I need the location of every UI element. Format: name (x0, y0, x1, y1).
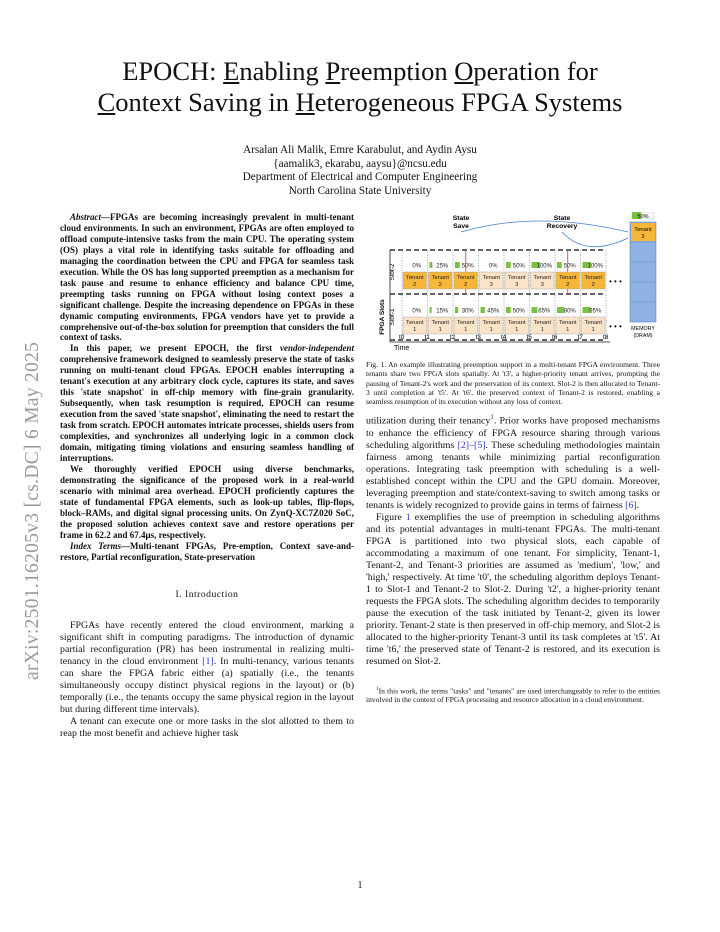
time-tick-label: t5 (526, 334, 532, 341)
slot2-tenant-word: Tenant (508, 275, 526, 281)
state-save-label-line1: State (452, 215, 470, 222)
title-line-2: Context Saving in Heterogeneous FPGA Systems (97, 87, 623, 117)
slot2-tenant-number: 3 (489, 282, 493, 288)
page-number: 1 (357, 880, 363, 891)
right-paragraph-2: Figure 1 exemplifies the use of preemption in scheduling algorithms and its potential advantages in multi-tenant FPGAs. The multi-tenant FPGA is partitioned into two physical slots, each capable of accommodating a maximum of one tenant. For simplicity, Tenant-1, Tenant-2, and Tenant-3 priorities are assumed as 'medium', 'low,' and 'high,' respectively. At time 't0', the scheduling algorithm deploys Tenant-1 to Slot-1 and Tenant-2 to Slot-2. During 't2', a higher-priority tenant requests the FPGA slots. The scheduling algorithm decides to temporarily pause the execution of the task initiated by Tenant-2, given its lower priority. Tenant-2 state is then preserved in off-chip memory, and Slot-2 is allocated to the higher-priority Tenant-3 until its task completes at 't5'. At time 't6,' the preserved state of Tenant-2 is restored, and its execution is resumed on Slot-2. (366, 511, 660, 668)
slot2-progress-label: 0% (412, 263, 422, 270)
slot1-progress-label: 0% (412, 308, 422, 315)
state-recovery-label-line1: State (553, 215, 571, 222)
slot2-tenant-word: Tenant (584, 275, 602, 281)
slot2-tenant-number: 2 (413, 282, 417, 288)
slot2-progress-label: 0% (488, 263, 498, 270)
figure-caption: Fig. 1. An example illustrating preemption support in a multi-tenant FPGA environment. Three tenants share two FPGA slots spatially. At 't3', a higher-priority tenant arrives, prompting the pausing of Tenant-2's work and the preservation of its context. Slot-2 is then allocated to Tenant-3 until completion at 't5'. At 't6', the preserved context of Tenant-2 is restored, enabling a seamless resumption of its execution without any loss of context. (366, 360, 660, 406)
slot1-progress-label: 15% (436, 308, 449, 315)
slot2-progress-bar (506, 262, 511, 268)
slot1-tenant-word: Tenant (533, 320, 551, 326)
slot1-tenant-word: Tenant (406, 320, 424, 326)
slot2-tenant-word: Tenant (482, 275, 500, 281)
slot1-tenant-word: Tenant (508, 320, 526, 326)
slot1-tenant-number: 1 (464, 327, 468, 333)
slot1-tenant-word: Tenant (457, 320, 475, 326)
time-tick-label: t1 (424, 334, 430, 341)
author-department: Department of Electrical and Computer Engineering (242, 171, 478, 184)
slot1-progress-bar (430, 307, 432, 313)
slot1-tenant-word: Tenant (431, 320, 449, 326)
intro-paragraph-2: A tenant can execute one or more tasks in the slot allotted to them to reap the most benefit and achieve higher task (60, 716, 354, 740)
slot2-progress-label: 25% (436, 263, 449, 270)
time-tick-label: t6 (552, 334, 558, 341)
slot1-progress-bar (532, 307, 538, 313)
slot2-tenant-word: Tenant (559, 275, 577, 281)
paper-title (60, 56, 660, 118)
slot1-ellipsis: • • • (609, 322, 622, 331)
slot1-progress-bar (506, 307, 511, 313)
right-column (366, 212, 660, 705)
citation-link[interactable]: [2]–[5] (457, 439, 486, 451)
author-names: Arsalan Ali Malik, Emre Karabulut, and Aydin Aysu (243, 144, 477, 156)
memory-label-line2: (DRAM) (633, 333, 653, 339)
footnote-marker[interactable]: 1 (490, 414, 494, 422)
slot1-tenant-number: 1 (515, 327, 519, 333)
time-tick-label: t0 (399, 334, 405, 341)
slot1-progress-label: 45% (487, 308, 500, 315)
slot2-tenant-number: 2 (438, 282, 442, 288)
slot1-progress-bar (481, 307, 485, 313)
citation-link[interactable]: [6] (625, 499, 637, 511)
slot2-tenant-number: 2 (566, 282, 570, 288)
left-column (60, 212, 354, 740)
slot1-tenant-number: 1 (566, 327, 570, 333)
right-paragraph-1: utilization during their tenancy$^1$. Prior works have proposed mechanisms to enhance the efficiency of FPGA resource sharing through various scheduling algorithms [2]–[5]. These scheduling methodologies maintain fairness among tenants while minimizing partial reconfiguration operations. Integrating task preemption with scheduling is a well-established concept within the CPU and the GPU domain. Moreover, leveraging preemption and state/context-saving to switch among tasks or tenants is widely recognized to provide gains in terms of fairness [6]. (366, 414, 661, 511)
intro-paragraph-1: FPGAs have recently entered the cloud environment, marking a significant shift in computing paradigms. The introduction of dynamic partial reconfiguration (PR) has been instrumental in realizing multi-tenancy in the cloud environment [1]. In multi-tenancy, various tenants can share the FPGA fabric either (a) spatially (i.e., the tenants simultaneously occupy distinct physical regions in the layout) or (b) temporally (i.e., the tenants occupy the same physical region in the layout but during different time intervals). (60, 619, 354, 716)
memory-tenant-word: Tenant (634, 227, 652, 233)
slot2-ellipsis: • • • (609, 277, 622, 286)
slot2-label: Slot-2 (389, 263, 396, 281)
slot1-label: Slot-1 (389, 308, 396, 326)
footnote-text: $^1$In this work, the terms "tasks" and "tenants" are used interchangeably to refer to the entities involved in the context of FPGA processing and resource allocation in a cloud environment. (366, 685, 660, 705)
figure-link[interactable]: 1 (405, 511, 411, 523)
section-heading-introduction: I. Introduction (175, 588, 239, 600)
author-block (60, 144, 660, 198)
slot2-tenant-word: Tenant (457, 275, 475, 281)
slot2-progress-bar (557, 262, 562, 268)
time-axis-label: Time (394, 345, 410, 352)
time-tick-label: t2 (450, 334, 456, 341)
slot1-tenant-number: 1 (413, 327, 417, 333)
citation-link[interactable]: [1] (202, 656, 214, 668)
slot1-progress-label: 50% (512, 308, 525, 315)
right-body (366, 412, 660, 668)
slot1-progress-label: 30% (461, 308, 474, 315)
slot1-progress-label: 80% (563, 308, 576, 315)
preemption-diagram (366, 212, 660, 352)
slot1-tenant-number: 1 (591, 327, 595, 333)
abstract-paragraph-2: In this paper, we present EPOCH, the first vendor-independent comprehensive framework designed to seamlessly preserve the state of tasks running on multi-tenant cloud FPGAs. EPOCH enables interrupting a tenant's execution at any arbitrary clock cycle, captures its state, and saves this 'state snapshot' in off-chip memory with fine-grain granularity. Subsequently, when task resumption is required, EPOCH can resume execution from the saved 'state snapshot', eliminating the need to restart the task from scratch. EPOCH automates intricate processes, shields users from complexities, and synchronizes all underlying logic in a common clock domain, mitigating timing violations and ensuring seamless handling of interruptions. (60, 343, 354, 463)
introduction-body (60, 620, 354, 740)
slot1-progress-label: 65% (538, 308, 551, 315)
abstract-paragraph-1: Abstract—FPGAs are becoming increasingly prevalent in multi-tenant cloud environments. In such an environment, FPGAs are often employed to offload compute-intensive tasks from the main CPU. The operating system (OS) plays a vital role in identifying tasks suitable for offloading and managing the coordination between the CPU and FPGA for seamless task execution. While the OS has long supported preemption as a mechanism for task pause and resume to enhance efficiency and balance CPU time, preempting tasks running on FPGA without losing context poses a significant challenge. Despite the increasing dependence on FPGAs in these dynamic computing environments, FPGA vendors have yet to provide a comprehensive out-of-the-box solution for preemption that considers the full context of tasks. (60, 212, 354, 343)
slot2-progress-label: 100% (587, 263, 603, 270)
slot2-tenant-number: 2 (464, 282, 468, 288)
memory-progress-label: 50% (637, 213, 649, 220)
slot2-progress-label: 100% (536, 263, 552, 270)
slot1-tenant-word: Tenant (584, 320, 602, 326)
time-tick-label: t3 (475, 334, 481, 341)
slot2-tenant-number: 3 (540, 282, 544, 288)
slot1-tenant-word: Tenant (482, 320, 500, 326)
slot1-tenant-number: 1 (540, 327, 544, 333)
figure-1 (366, 212, 660, 352)
slot2-progress-label: 50% (461, 263, 474, 270)
state-save-label-line2: Save (453, 223, 469, 230)
memory-label-line1: MEMORY (631, 326, 655, 332)
time-tick-label: t4 (501, 334, 507, 341)
slot1-tenant-word: Tenant (559, 320, 577, 326)
slot1-tenant-number: 1 (489, 327, 493, 333)
slot2-tenant-word: Tenant (431, 275, 449, 281)
recovery-arrow (562, 232, 628, 247)
save-arrow (461, 221, 628, 232)
index-terms: Index Terms—Multi-tenant FPGAs, Pre-emption, Context save-and-restore, Partial reconfiguration, State-preservation (60, 540, 354, 562)
title-line-1: EPOCH: Enabling Preemption Operation for (122, 56, 598, 86)
slot1-tenant-number: 1 (438, 327, 442, 333)
footnote (366, 685, 660, 705)
slot2-progress-bar (430, 262, 433, 268)
author-email: {aamalik3, ekarabu, aaysu}@ncsu.edu (273, 157, 447, 170)
state-recovery-label-line2: Recovery (546, 223, 578, 230)
time-tick-label: t8 (603, 334, 609, 341)
slot2-tenant-word: Tenant (533, 275, 551, 281)
fpga-slots-label: FPGA Slots (379, 299, 386, 335)
slot1-progress-bar (455, 307, 458, 313)
slot2-tenant-number: 3 (515, 282, 519, 288)
slot2-progress-label: 50% (563, 263, 576, 270)
time-tick-label: t7 (577, 334, 583, 341)
slot2-tenant-number: 2 (591, 282, 595, 288)
abstract (60, 212, 354, 563)
slot1-progress-label: 95% (589, 308, 602, 315)
memory-tenant-number: 2 (641, 234, 645, 240)
arxiv-sidebar-stamp: arXiv:2501.16205v3 [cs.DC] 6 May 2025 (22, 341, 43, 680)
slot2-tenant-word: Tenant (406, 275, 424, 281)
author-university: North Carolina State University (288, 184, 432, 197)
abstract-paragraph-3: We thoroughly verified EPOCH using diverse benchmarks, demonstrating the significance of the proposed work in a real-world scenario with minimal area overhead. EPOCH proficiently captures the state of fundamental FPGA elements, such as look-up tables, flip-flops, block–RAMs, and digital signal processing units. On ZynQ-XC7Z020 SoC, the proposed solution achieves context save and restore operations per frame in 62.2 and 67.4μs, respectively. (60, 463, 354, 540)
slot2-progress-bar (455, 262, 460, 268)
slot2-progress-label: 50% (512, 263, 525, 270)
